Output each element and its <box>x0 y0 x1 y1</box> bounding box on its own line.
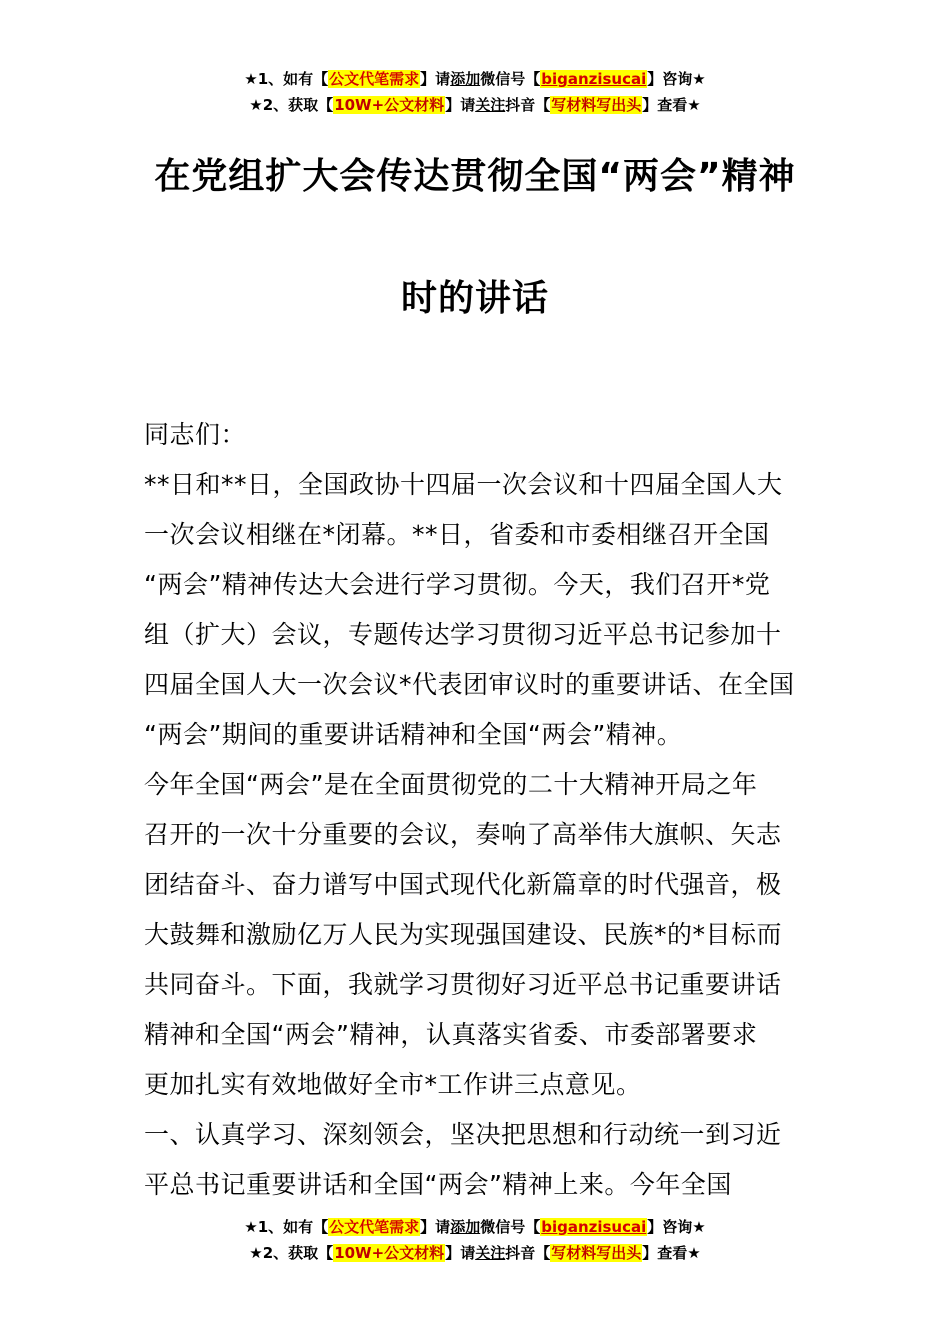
banner-text: ★2、获取【 <box>249 96 334 114</box>
body-line: 平总书记重要讲话和全国“两会”精神上来。今年全国 <box>144 1170 732 1199</box>
banner-text: 微信号【 <box>480 70 541 88</box>
body-line: **日和**日，全国政协十四届一次会议和十四届全国人大 <box>144 470 783 499</box>
banner-text: 】咨询★ <box>647 70 706 88</box>
banner-text: 抖音【 <box>505 96 551 114</box>
body-line: 今年全国“两会”是在全面贯彻党的二十大精神开局之年 <box>144 770 758 799</box>
body-line: 四届全国人大一次会议*代表团审议时的重要讲话、在全国 <box>144 670 795 699</box>
body-line: 共同奋斗。下面，我就学习贯彻好习近平总书记重要讲话 <box>144 970 782 999</box>
body-line: 团结奋斗、奋力谱写中国式现代化新篇章的时代强音，极 <box>144 870 782 899</box>
banner-text: 】查看★ <box>642 1244 701 1262</box>
banner-text: 】请 <box>445 1244 476 1262</box>
highlight-materials: 10W+公文材料 <box>334 96 445 114</box>
banner-emphasis: 添加 <box>450 1218 481 1236</box>
banner-emphasis: 关注 <box>475 96 506 114</box>
highlight-service: 公文代笔需求 <box>329 70 420 88</box>
body-line: “两会”期间的重要讲话精神和全国“两会”精神。 <box>144 720 683 749</box>
highlight-wechat-id: biganzisucai <box>541 70 647 88</box>
banner-text: ★1、如有【 <box>244 1218 329 1236</box>
body-line: 精神和全国“两会”精神，认真落实省委、市委部署要求 <box>144 1020 758 1049</box>
banner-text: 】咨询★ <box>647 1218 706 1236</box>
body-line: 更加扎实有效地做好全市*工作讲三点意见。 <box>144 1070 642 1099</box>
banner-line-2 <box>0 1240 950 1266</box>
document-title-line-1: 在党组扩大会传达贯彻全国“两会”精神 <box>154 156 796 197</box>
document-body <box>144 410 814 1210</box>
banner-text: ★2、获取【 <box>249 1244 334 1262</box>
banner-text: 】查看★ <box>642 96 701 114</box>
banner-text: 】请 <box>420 1218 451 1236</box>
body-line: 组（扩大）会议，专题传达学习贯彻习近平总书记参加十 <box>144 620 782 649</box>
banner-text: 】请 <box>445 96 476 114</box>
highlight-wechat-id: biganzisucai <box>541 1218 647 1236</box>
body-line: 大鼓舞和激励亿万人民为实现强国建设、民族*的*目标而 <box>144 920 783 949</box>
header-banner <box>0 66 950 118</box>
document-title-line-2: 时的讲话 <box>400 278 549 319</box>
highlight-douyin: 写材料写出头 <box>551 1244 642 1262</box>
highlight-service: 公文代笔需求 <box>329 1218 420 1236</box>
body-line: 同志们： <box>144 420 247 449</box>
banner-text: 微信号【 <box>480 1218 541 1236</box>
banner-emphasis: 添加 <box>450 70 481 88</box>
highlight-douyin: 写材料写出头 <box>551 96 642 114</box>
highlight-materials: 10W+公文材料 <box>334 1244 445 1262</box>
footer-banner <box>0 1214 950 1266</box>
banner-text: 抖音【 <box>505 1244 551 1262</box>
banner-text: ★1、如有【 <box>244 70 329 88</box>
body-line: 一、认真学习、深刻领会，坚决把思想和行动统一到习近 <box>144 1120 782 1149</box>
banner-text: 】请 <box>420 70 451 88</box>
banner-line-1 <box>0 66 950 92</box>
banner-line-2 <box>0 92 950 118</box>
banner-emphasis: 关注 <box>475 1244 506 1262</box>
banner-line-1 <box>0 1214 950 1240</box>
body-line: “两会”精神传达大会进行学习贯彻。今天，我们召开*党 <box>144 570 771 599</box>
body-line: 一次会议相继在*闭幕。**日，省委和市委相继召开全国 <box>144 520 770 549</box>
body-line: 召开的一次十分重要的会议，奏响了高举伟大旗帜、矢志 <box>144 820 782 849</box>
